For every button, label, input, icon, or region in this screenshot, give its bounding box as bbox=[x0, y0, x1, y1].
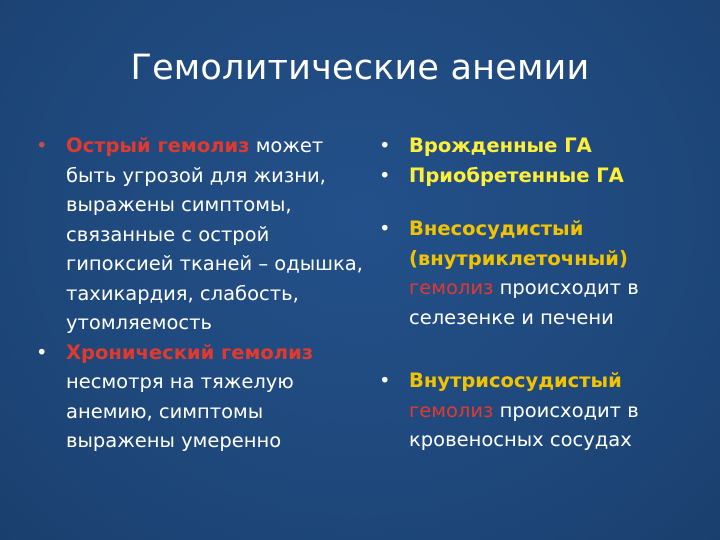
bullet-dot: • bbox=[379, 217, 391, 240]
bullet-dot: • bbox=[379, 369, 391, 392]
bullet-dot: • bbox=[379, 134, 391, 157]
chronic-hemolysis-text: несмотря на тяжелую анемию, симптомы выражены умеренно bbox=[66, 370, 294, 452]
slide-title: Гемолитические анемии bbox=[130, 48, 590, 88]
bullet-acquired bbox=[375, 161, 705, 191]
term-intravascular: Внутрисосудистый bbox=[409, 369, 622, 392]
bullet-acute-hemolysis bbox=[32, 131, 372, 338]
left-column bbox=[32, 131, 372, 456]
extravascular-text: происходит в селезенке и печени bbox=[409, 276, 639, 329]
bullet-dot: • bbox=[36, 134, 48, 157]
spacer bbox=[375, 332, 705, 366]
bullet-chronic-hemolysis bbox=[32, 338, 372, 456]
term-congenital-ha: Врожденные ГА bbox=[409, 134, 592, 157]
right-column bbox=[375, 131, 705, 455]
term-hemolysis: гемолиз bbox=[409, 398, 494, 422]
intravascular-text: происходит в кровеносных сосудах bbox=[409, 398, 639, 451]
bullet-extravascular bbox=[375, 214, 705, 332]
bullet-dot: • bbox=[379, 163, 391, 187]
bullet-dot: • bbox=[36, 340, 48, 364]
term-acquired-ha: Приобретенные ГА bbox=[409, 163, 624, 187]
acute-hemolysis-text: может быть угрозой для жизни, выражены симптомы, связанные с острой гипоксией тканей – одышка, тахикардия, слабость, утомляемость bbox=[66, 134, 363, 334]
term-chronic-hemolysis: Хронический гемолиз bbox=[66, 340, 314, 364]
bullet-intravascular bbox=[375, 366, 705, 455]
spacer bbox=[375, 190, 705, 214]
term-hemolysis: гемолиз bbox=[409, 276, 494, 299]
term-acute-hemolysis: Острый гемолиз bbox=[66, 134, 250, 157]
term-extravascular: Внесосудистый (внутриклеточный) bbox=[409, 217, 628, 270]
bullet-congenital bbox=[375, 131, 705, 161]
